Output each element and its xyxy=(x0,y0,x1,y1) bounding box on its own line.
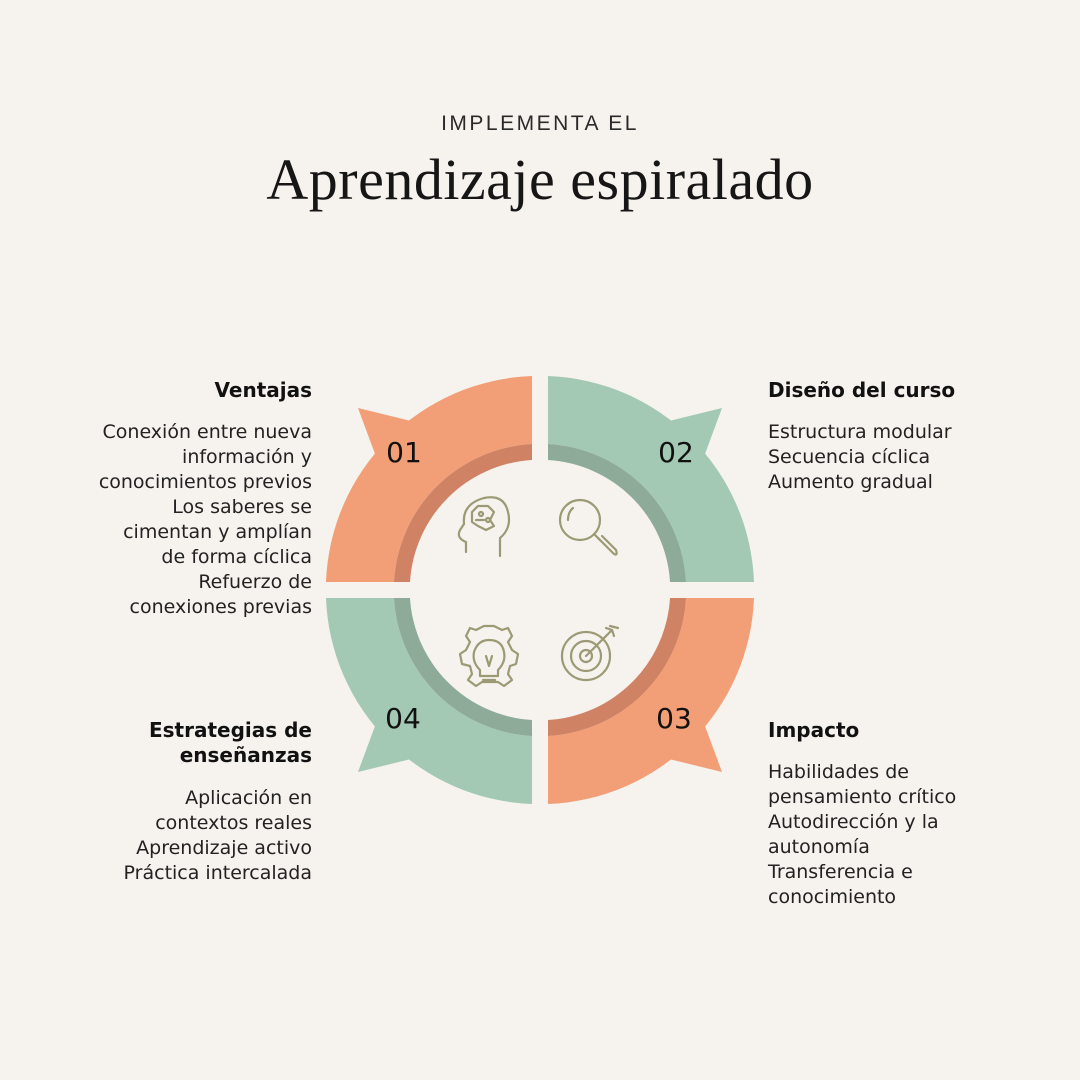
list-item: Los saberes se xyxy=(172,496,312,518)
list-impacto xyxy=(768,760,1008,910)
list-item: conocimiento xyxy=(768,886,897,908)
info-block-03 xyxy=(768,718,1008,910)
segment-03-ring xyxy=(548,598,754,804)
list-item: información y xyxy=(182,446,312,468)
target-arrow-icon xyxy=(562,626,618,680)
segment-02-number: 02 xyxy=(658,436,694,469)
heading-impacto: Impacto xyxy=(768,718,860,742)
list-item: conexiones previas xyxy=(129,596,312,618)
list-item: Aprendizaje activo xyxy=(136,837,312,859)
list-item: Refuerzo de xyxy=(198,571,312,593)
page-title: Aprendizaje espiralado xyxy=(266,147,814,212)
list-item: de forma cíclica xyxy=(161,546,312,568)
magnifier-icon xyxy=(560,500,617,555)
heading-diseno-del-curso: Diseño del curso xyxy=(768,378,956,402)
heading-estrategias: Estrategias de enseñanzas xyxy=(148,718,312,767)
list-item: Autodirección y la xyxy=(768,811,939,833)
segment-01-number: 01 xyxy=(386,436,422,469)
segment-02-ring xyxy=(548,376,754,582)
segment-03-number: 03 xyxy=(656,702,692,735)
list-item: Transferencia e xyxy=(768,861,913,883)
list-item: Habilidades de xyxy=(768,761,909,783)
list-item: Estructura modular xyxy=(768,421,952,443)
list-item: Aumento gradual xyxy=(768,471,933,493)
list-item: autonomía xyxy=(768,836,870,858)
list-item: pensamiento crítico xyxy=(768,786,957,808)
list-item: conocimientos previos xyxy=(98,471,312,493)
list-item: contextos reales xyxy=(155,812,312,834)
info-block-02 xyxy=(768,378,998,495)
segment-04-number: 04 xyxy=(385,702,421,735)
info-block-04 xyxy=(82,718,312,886)
list-item: Aplicación en xyxy=(185,787,312,809)
info-block-01 xyxy=(82,378,312,620)
list-ventajas xyxy=(82,420,312,620)
lightbulb-gear-icon xyxy=(460,626,518,686)
list-item: Secuencia cíclica xyxy=(768,446,931,468)
list-diseno-del-curso xyxy=(768,420,998,495)
brain-head-icon xyxy=(459,497,509,556)
list-item: Conexión entre nueva xyxy=(102,421,312,443)
segment-03 xyxy=(548,598,754,804)
list-item: Práctica intercalada xyxy=(123,862,312,884)
segment-02 xyxy=(548,376,754,582)
heading-ventajas: Ventajas xyxy=(214,378,312,402)
list-estrategias xyxy=(82,786,312,886)
header-kicker: IMPLEMENTA EL xyxy=(441,112,639,135)
list-item: cimentan y amplían xyxy=(123,521,312,543)
